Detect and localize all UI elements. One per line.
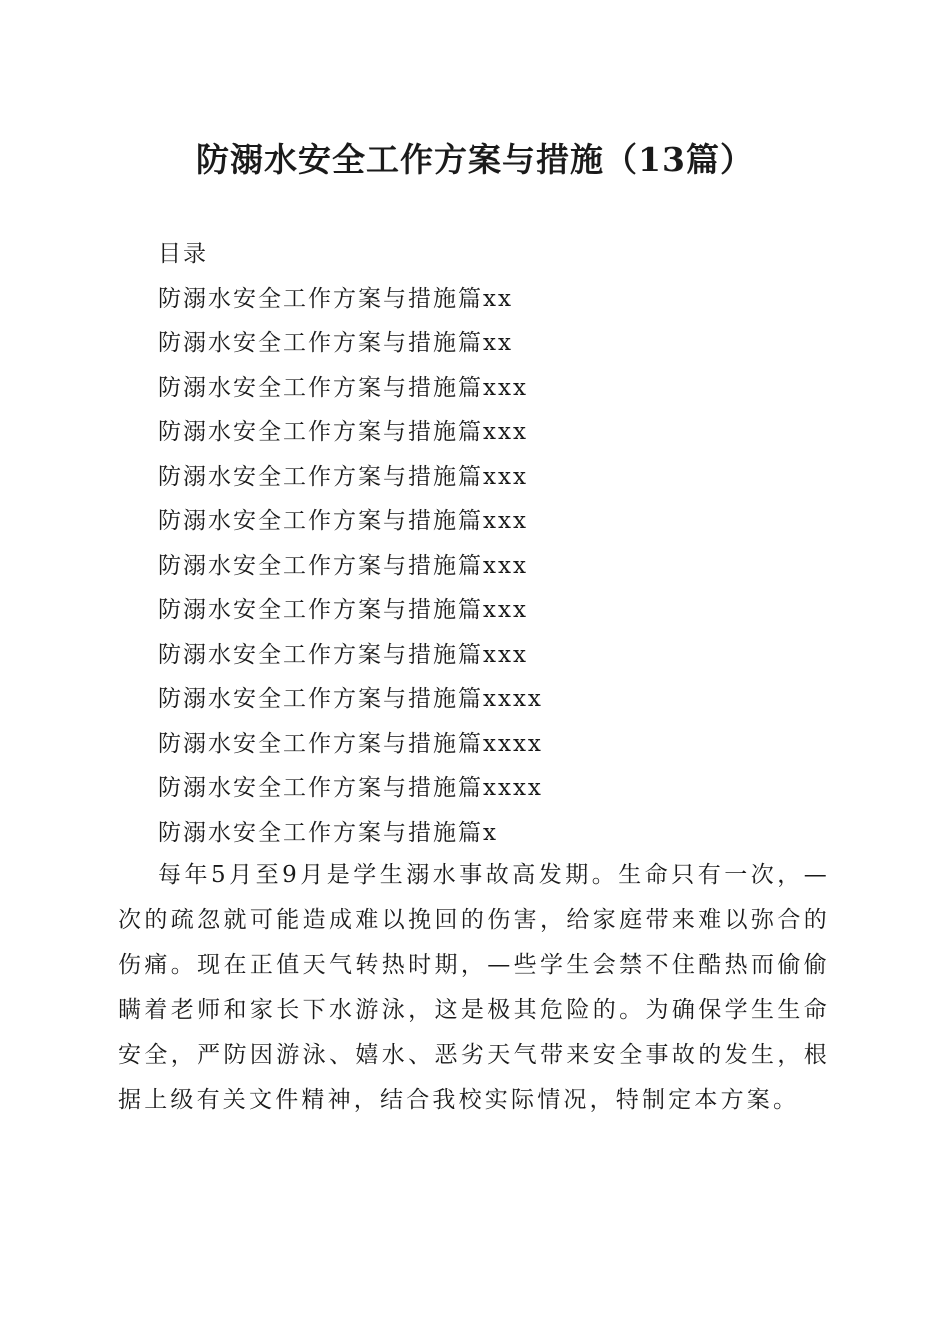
toc-item: 防溺水安全工作方案与措施篇xxx	[158, 641, 528, 668]
body-paragraph: 每年5月至9月是学生溺水事故高发期。生命只有一次，—次的疏忽就可能造成难以挽回的伤害，给家庭带来难以弥合的伤痛。现在正值天气转热时期，—些学生会禁不住酷热而偷偷瞒着老师和家长下水游泳，这是极其危险的。为确保学生生命安全，严防因游泳、嬉水、恶劣天气带来安全事故的发生，根据上级有关文件精神，结合我校实际情况，特制定本方案。	[118, 862, 830, 1113]
table-of-contents	[158, 232, 543, 855]
toc-item: 防溺水安全工作方案与措施篇xxxx	[158, 775, 543, 801]
toc-item: 防溺水安全工作方案与措施篇xx	[158, 330, 513, 356]
toc-item: 防溺水安全工作方案与措施篇xxx	[158, 419, 528, 445]
toc-item: 防溺水安全工作方案与措施篇xxx	[158, 463, 528, 490]
toc-item: 防溺水安全工作方案与措施篇xxx	[158, 374, 528, 401]
toc-item: 防溺水安全工作方案与措施篇xxx	[158, 508, 528, 534]
toc-heading: 目录	[158, 241, 208, 267]
toc-item: 防溺水安全工作方案与措施篇xxxx	[158, 730, 543, 757]
document-title: 防溺水安全工作方案与措施（13篇）	[196, 140, 754, 179]
toc-item: 防溺水安全工作方案与措施篇x	[158, 819, 498, 846]
toc-item: 防溺水安全工作方案与措施篇xxx	[158, 552, 528, 579]
toc-item: 防溺水安全工作方案与措施篇xxxx	[158, 686, 543, 712]
toc-item: 防溺水安全工作方案与措施篇xxx	[158, 597, 528, 623]
toc-item: 防溺水安全工作方案与措施篇xx	[158, 285, 513, 312]
